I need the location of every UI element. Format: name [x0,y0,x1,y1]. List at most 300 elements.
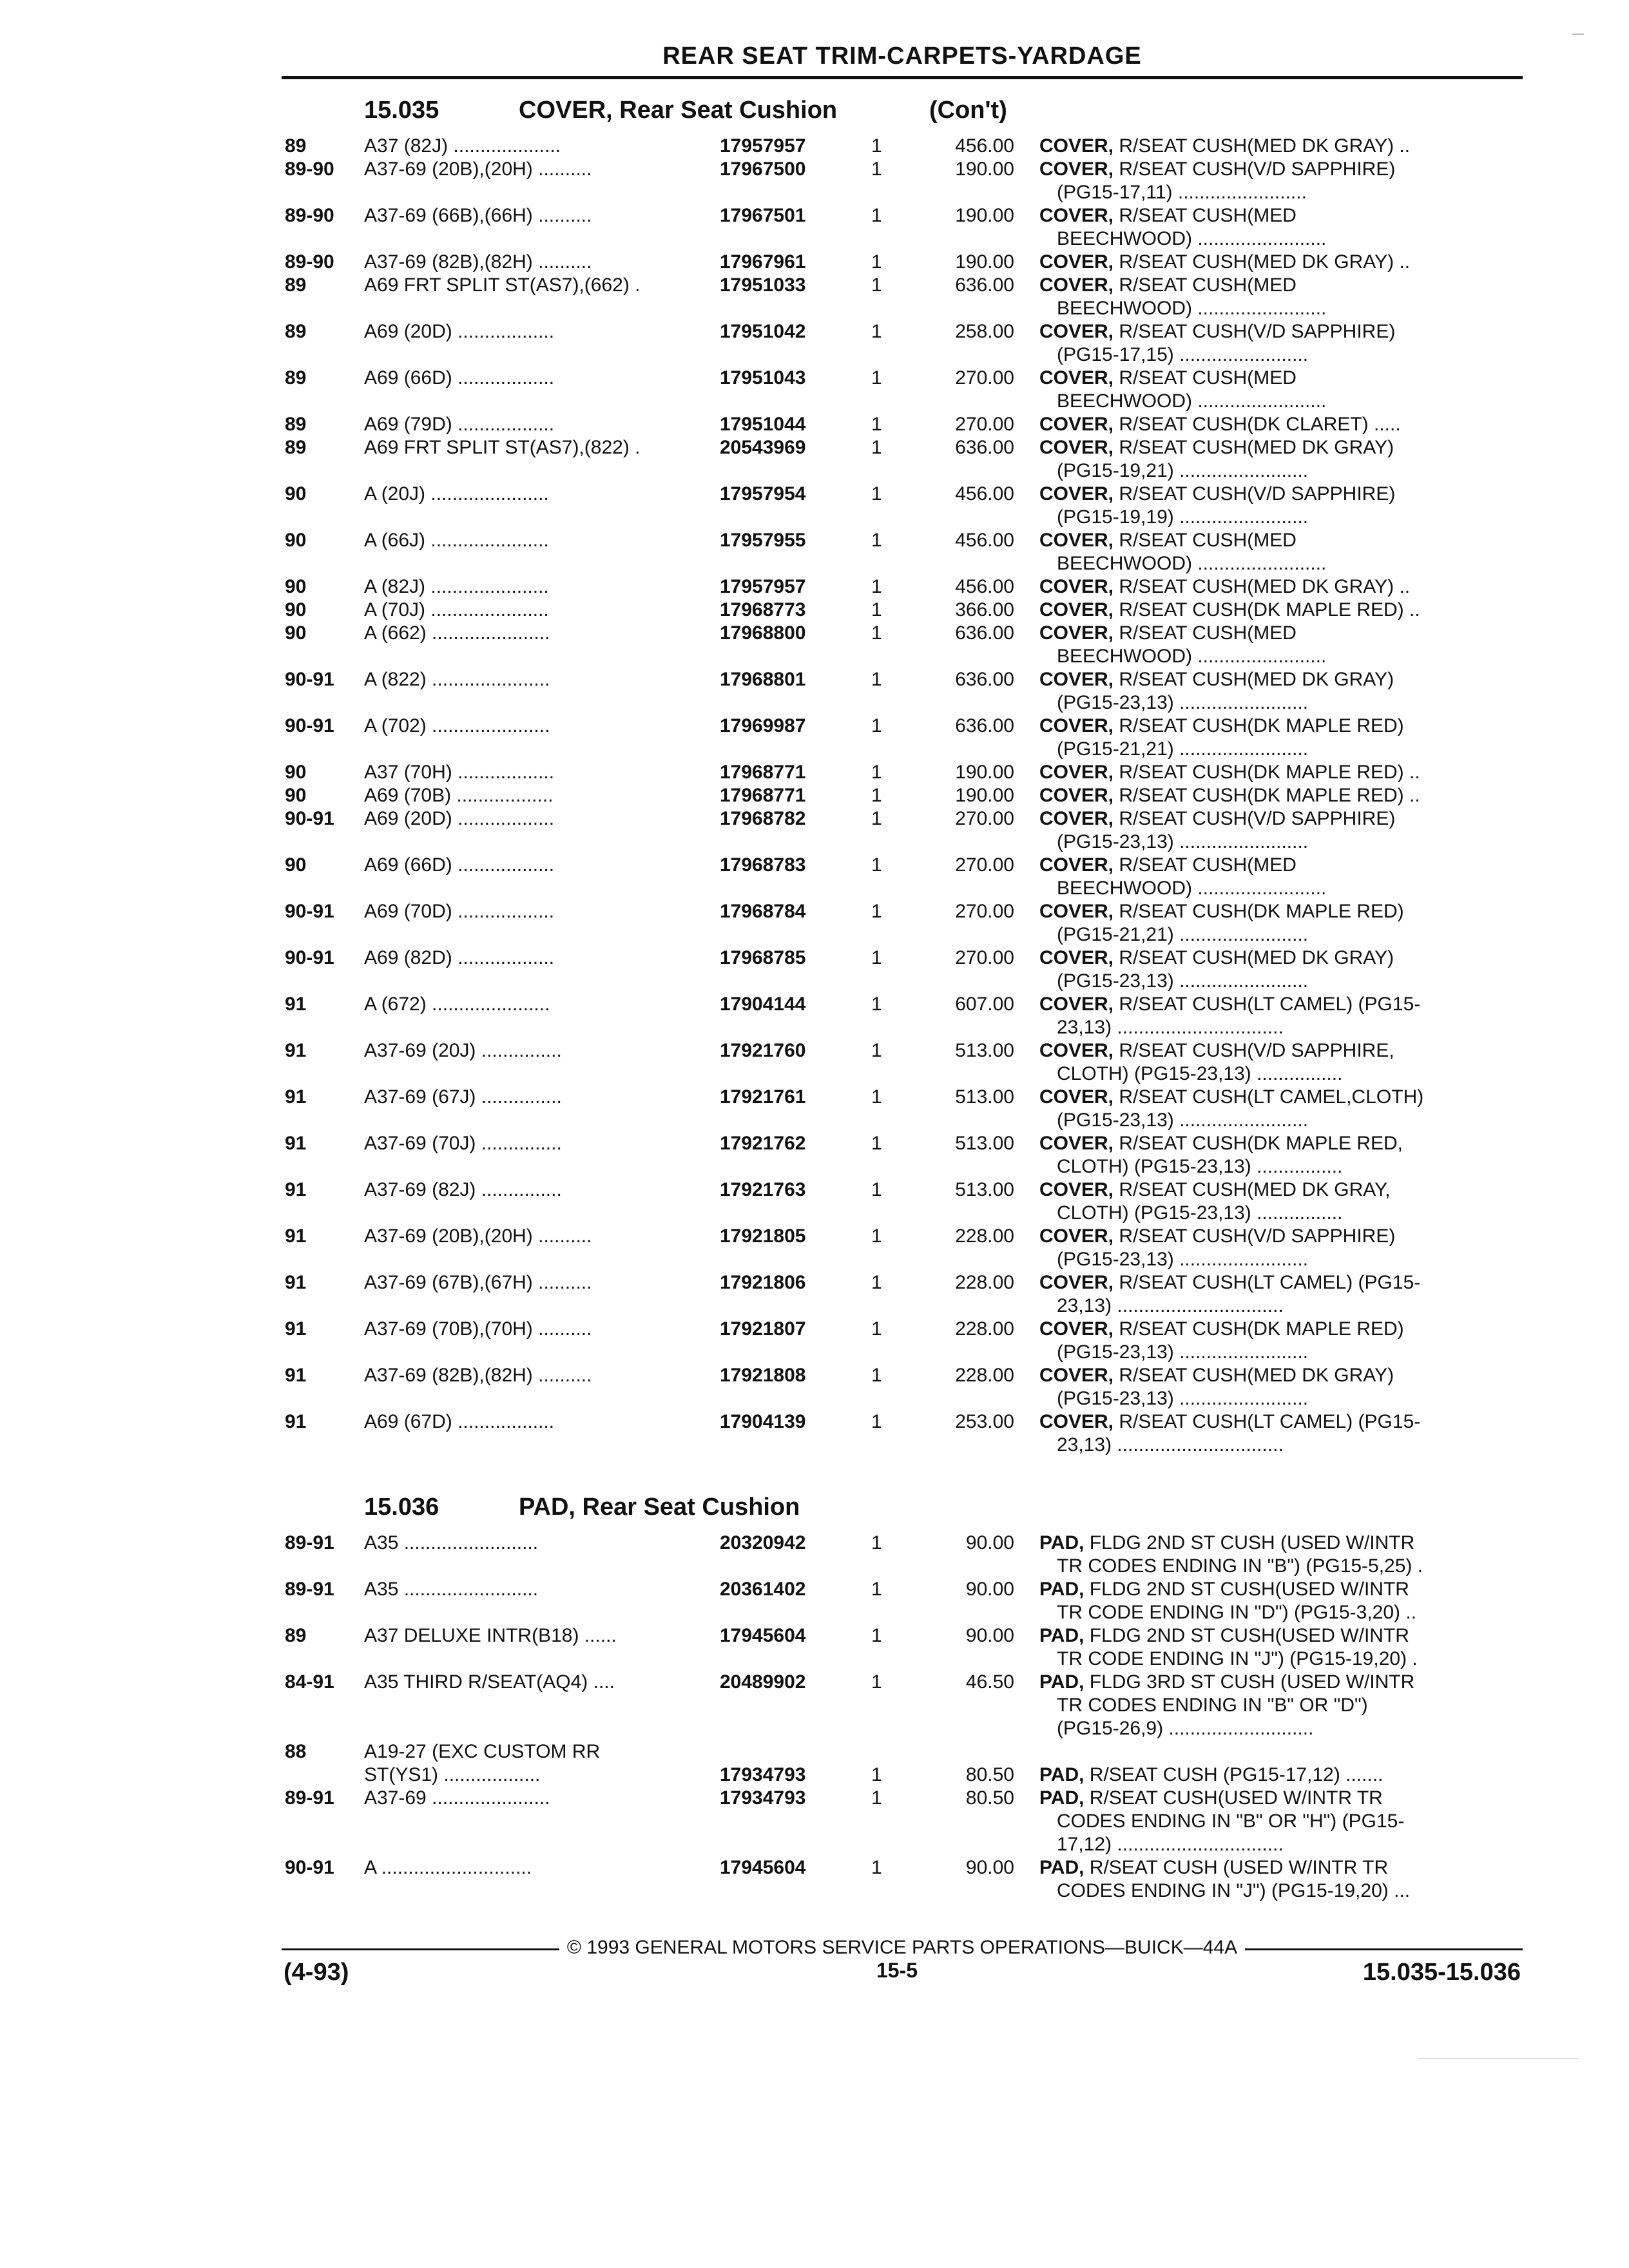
row-line [0,1879,1629,1903]
part-number: 17951044 [720,414,806,435]
description: COVER, R/SEAT CUSH(MED [1039,274,1296,296]
item-keyword: COVER, [1039,762,1114,783]
part-number: 17968782 [720,808,806,829]
row-line [0,250,1629,274]
table-row [0,1856,1629,1902]
description-continued: (PG15-23,13) ........................ [1057,1341,1309,1363]
part-number: 17951043 [720,367,806,389]
description-continued: (PG15-21,21) ........................ [1057,738,1309,760]
table-row [0,482,1629,528]
item-keyword: COVER, [1039,785,1114,806]
row-line [0,1155,1629,1178]
row-line [0,273,1629,297]
row-line [0,1201,1629,1225]
model-code: A37-69 (20B),(20H) .......... [364,1225,592,1247]
model-year: 91 [285,1411,307,1432]
part-number: 17921763 [720,1179,806,1200]
row-line [0,1015,1629,1039]
model-year: 90-91 [285,715,334,736]
model-code: A37-69 (20J) ............... [364,1040,562,1061]
quantity: 1 [871,321,882,342]
row-line [0,1670,1629,1694]
item-keyword: PAD, [1039,1764,1084,1785]
description-continued: BEECHWOOD) ........................ [1057,878,1327,899]
model-code: A37-69 (70J) ............... [364,1133,562,1154]
description: COVER, R/SEAT CUSH(LT CAMEL,CLOTH) [1039,1086,1424,1108]
price: 228.00 [955,1272,1014,1293]
item-keyword: PAD, [1039,1787,1084,1809]
table-row [0,1131,1629,1178]
table-row [0,134,1629,157]
row-line [0,1387,1629,1410]
item-keyword: COVER, [1039,205,1114,226]
footer-copyright [284,1937,1521,1959]
price: 228.00 [955,1318,1014,1340]
row-line [0,1178,1629,1202]
part-number: 17968771 [720,762,806,783]
model-year: 90 [285,622,307,644]
row-line [0,1340,1629,1364]
item-keyword: COVER, [1039,135,1114,157]
part-number: 20361402 [720,1579,806,1600]
model-code: A (702) ...................... [364,715,550,736]
item-keyword: PAD, [1039,1579,1084,1600]
description-continued: BEECHWOOD) ........................ [1057,390,1327,412]
item-keyword: COVER, [1039,251,1114,273]
model-code: A35 ......................... [364,1532,539,1553]
quantity: 1 [871,205,882,226]
row-line [0,737,1629,761]
row-line [0,227,1629,251]
model-code: A35 ......................... [364,1579,539,1600]
description: COVER, R/SEAT CUSH(DK MAPLE RED) [1039,901,1404,922]
model-code: A37 (82J) .................... [364,135,561,157]
row-line [0,1294,1629,1318]
price: 190.00 [955,205,1014,226]
description-continued: (PG15-17,15) ........................ [1057,344,1309,365]
part-number: 17967500 [720,159,806,180]
model-code: A69 FRT SPLIT ST(AS7),(822) . [364,437,641,458]
part-number: 17921807 [720,1318,806,1340]
description: COVER, R/SEAT CUSH(MED DK GRAY) .. [1039,251,1411,273]
price: 90.00 [965,1625,1014,1646]
description-continued: (PG15-19,21) ........................ [1057,460,1309,481]
row-line [0,923,1629,947]
part-number: 17957957 [720,135,806,157]
price: 190.00 [955,762,1014,783]
price: 190.00 [955,159,1014,180]
part-number: 17968784 [720,901,806,922]
row-line [0,899,1629,923]
table-row [0,1740,1629,1763]
quantity: 1 [871,854,882,876]
description-continued: 23,13) ............................... [1057,1434,1284,1456]
quantity: 1 [871,785,882,806]
row-line [0,1554,1629,1578]
part-number: 17945604 [720,1857,806,1878]
quantity: 1 [871,622,882,644]
quantity: 1 [871,274,882,296]
part-number: 17951033 [720,274,806,296]
part-number: 17921760 [720,1040,806,1061]
price: 513.00 [955,1179,1014,1200]
table-row [0,204,1629,250]
model-code: A69 (70B) .................. [364,785,554,806]
description: COVER, R/SEAT CUSH(DK MAPLE RED) .. [1039,762,1420,783]
model-year: 84-91 [285,1671,334,1693]
model-year: 89 [285,1625,307,1646]
row-line [0,830,1629,854]
model-code: A (82J) ...................... [364,576,549,597]
description: PAD, FLDG 2ND ST CUSH (USED W/INTR [1039,1532,1415,1553]
description: COVER, R/SEAT CUSH(MED DK GRAY, [1039,1179,1391,1200]
quantity: 1 [871,1040,882,1061]
quantity: 1 [871,530,882,551]
model-year: 89 [285,437,307,458]
table-row [0,366,1629,412]
part-number: 17968771 [720,785,806,806]
quantity: 1 [871,599,882,620]
quantity: 1 [871,1764,882,1785]
row-line [0,876,1629,900]
row-line [0,412,1629,436]
quantity: 1 [871,135,882,157]
description-continued: (PG15-23,13) ........................ [1057,1110,1309,1131]
row-line [0,992,1629,1016]
price: 270.00 [955,367,1014,389]
description: COVER, R/SEAT CUSH(MED [1039,622,1296,644]
price: 270.00 [955,901,1014,922]
quantity: 1 [871,1671,882,1693]
row-line [0,1600,1629,1624]
part-number: 17957957 [720,576,806,597]
table-row [0,1317,1629,1363]
row-line [0,1317,1629,1341]
model-code: A37-69 (82B),(82H) .......... [364,1365,592,1386]
part-number: 17904139 [720,1411,806,1432]
description: COVER, R/SEAT CUSH(DK MAPLE RED) [1039,1318,1404,1340]
row-line [0,389,1629,413]
part-number: 17921806 [720,1272,806,1293]
description: COVER, R/SEAT CUSH(V/D SAPPHIRE) [1039,483,1396,505]
price: 90.00 [965,1579,1014,1600]
row-line [0,1531,1629,1555]
model-code: A37-69 ...................... [364,1787,550,1809]
part-number: 17945604 [720,1625,806,1646]
row-line [0,482,1629,506]
row-line [0,760,1629,784]
table-row [0,668,1629,714]
price: 456.00 [955,576,1014,597]
item-keyword: COVER, [1039,994,1114,1015]
row-line [0,1786,1629,1810]
row-line [0,644,1629,668]
model-year: 91 [285,1365,307,1386]
row-line [0,1716,1629,1740]
model-year: 89 [285,414,307,435]
row-line [0,1624,1629,1648]
model-year: 90 [285,530,307,551]
table-row [0,575,1629,598]
table-row [0,412,1629,436]
row-line [0,180,1629,204]
model-code: A69 (20D) .................. [364,321,555,342]
model-code: ST(YS1) .................. [364,1764,541,1785]
table-row [0,714,1629,760]
quantity: 1 [871,576,882,597]
description: COVER, R/SEAT CUSH(MED [1039,367,1296,389]
row-line [0,343,1629,367]
quantity: 1 [871,1272,882,1293]
item-keyword: PAD, [1039,1857,1084,1878]
row-line [0,1763,1629,1787]
header-rule [282,76,1523,79]
model-code: A37-69 (82J) ............... [364,1179,562,1200]
quantity: 1 [871,1787,882,1809]
description-continued: 23,13) ............................... [1057,1295,1284,1316]
part-number: 17934793 [720,1764,806,1785]
model-year: 90 [285,854,307,876]
item-keyword: COVER, [1039,947,1114,968]
model-year: 89-90 [285,205,334,226]
description: COVER, R/SEAT CUSH(DK MAPLE RED) .. [1039,785,1420,806]
quantity: 1 [871,1225,882,1247]
price: 270.00 [955,414,1014,435]
model-year: 91 [285,1272,307,1293]
part-number: 17921762 [720,1133,806,1154]
model-code: A (672) ...................... [364,994,550,1015]
table-row [0,1039,1629,1085]
price: 456.00 [955,135,1014,157]
description: COVER, R/SEAT CUSH(MED DK GRAY) [1039,437,1394,458]
item-keyword: COVER, [1039,901,1114,922]
description-continued: BEECHWOOD) ........................ [1057,228,1327,249]
table-row [0,1577,1629,1624]
table-row [0,250,1629,273]
table-row [0,621,1629,668]
item-keyword: COVER, [1039,1133,1114,1154]
part-number: 17951042 [720,321,806,342]
row-line [0,1247,1629,1271]
quantity: 1 [871,1365,882,1386]
row-line [0,366,1629,390]
model-code: A69 (66D) .................. [364,854,555,876]
model-code: A69 (70D) .................. [364,901,555,922]
price: 80.50 [965,1787,1014,1809]
price: 190.00 [955,251,1014,273]
price: 90.00 [965,1532,1014,1553]
row-line [0,1410,1629,1434]
model-year: 91 [285,1225,307,1247]
model-code: A69 (79D) .................. [364,414,555,435]
description: PAD, FLDG 2ND ST CUSH(USED W/INTR [1039,1625,1409,1646]
quantity: 1 [871,437,882,458]
description-continued: TR CODE ENDING IN "J") (PG15-19,20) . [1057,1648,1418,1669]
quantity: 1 [871,1133,882,1154]
item-keyword: COVER, [1039,1179,1114,1200]
price: 253.00 [955,1411,1014,1432]
price: 270.00 [955,947,1014,968]
item-keyword: COVER, [1039,483,1114,505]
description-continued: (PG15-23,13) ........................ [1057,831,1309,852]
row-line [0,1433,1629,1457]
table-row [0,1786,1629,1856]
description-continued: (PG15-23,13) ........................ [1057,692,1309,713]
row-line [0,459,1629,483]
table-row [0,1670,1629,1740]
model-year: 91 [285,1179,307,1200]
model-year: 90 [285,576,307,597]
quantity: 1 [871,414,882,435]
model-year: 89 [285,321,307,342]
row-line [0,969,1629,993]
quantity: 1 [871,483,882,505]
row-line [0,1832,1629,1856]
part-number: 17968785 [720,947,806,968]
table-row [0,320,1629,366]
part-number: 17968773 [720,599,806,620]
description-continued: TR CODE ENDING IN "D") (PG15-3,20) .. [1057,1602,1417,1623]
table-row [0,528,1629,575]
item-keyword: COVER, [1039,437,1114,458]
price: 636.00 [955,437,1014,458]
description: COVER, R/SEAT CUSH(LT CAMEL) (PG15- [1039,994,1421,1015]
row-line [0,505,1629,529]
price: 636.00 [955,669,1014,690]
row-line [0,1108,1629,1132]
quantity: 1 [871,994,882,1015]
model-year: 91 [285,1133,307,1154]
description: PAD, FLDG 2ND ST CUSH(USED W/INTR [1039,1579,1409,1600]
row-line [0,1809,1629,1833]
model-code: A ............................ [364,1857,532,1878]
description: COVER, R/SEAT CUSH(V/D SAPPHIRE) [1039,1225,1396,1247]
price: 228.00 [955,1365,1014,1386]
description-continued: CODES ENDING IN "J") (PG15-19,20) ... [1057,1880,1411,1901]
row-line [0,783,1629,807]
part-number: 17934793 [720,1787,806,1809]
description: COVER, R/SEAT CUSH(V/D SAPPHIRE) [1039,321,1396,342]
item-keyword: COVER, [1039,367,1114,389]
model-code: A (70J) ...................... [364,599,549,620]
table-row [0,760,1629,783]
description: COVER, R/SEAT CUSH(V/D SAPPHIRE) [1039,159,1396,180]
price: 513.00 [955,1086,1014,1108]
description: COVER, R/SEAT CUSH(DK MAPLE RED) .. [1039,599,1420,620]
row-line [0,157,1629,181]
scan-mark [1572,34,1584,35]
description: COVER, R/SEAT CUSH(LT CAMEL) (PG15- [1039,1411,1421,1432]
description-continued: (PG15-21,21) ........................ [1057,924,1309,945]
price: 636.00 [955,274,1014,296]
row-line [0,807,1629,831]
table-row [0,1178,1629,1224]
quantity: 1 [871,1857,882,1878]
description: COVER, R/SEAT CUSH(DK MAPLE RED, [1039,1133,1403,1154]
price: 46.50 [965,1671,1014,1693]
section-continued: (Con't) [929,97,1007,124]
item-keyword: PAD, [1039,1671,1084,1693]
model-code: A69 (67D) .................. [364,1411,555,1432]
description-continued: TR CODES ENDING IN "B") (PG15-5,25) . [1057,1555,1423,1577]
part-number: 17957954 [720,483,806,505]
quantity: 1 [871,762,882,783]
row-line [0,853,1629,877]
description: COVER, R/SEAT CUSH(MED DK GRAY) [1039,1365,1394,1386]
part-number: 17968783 [720,854,806,876]
model-year: 90-91 [285,947,334,968]
footer-page-number: 15-5 [876,1959,918,1982]
part-number: 17921808 [720,1365,806,1386]
model-code: A (66J) ...................... [364,530,549,551]
description: COVER, R/SEAT CUSH(MED DK GRAY) .. [1039,135,1411,157]
row-line [0,946,1629,970]
section-name: COVER, Rear Seat Cushion [519,97,838,124]
model-code: A (662) ...................... [364,622,550,644]
model-year: 89 [285,367,307,389]
quantity: 1 [871,1318,882,1340]
model-year: 89 [285,274,307,296]
item-keyword: COVER, [1039,808,1114,829]
row-line [0,1271,1629,1294]
row-line [0,714,1629,738]
description: PAD, R/SEAT CUSH(USED W/INTR TR [1039,1787,1383,1809]
part-number: 17967501 [720,205,806,226]
price: 270.00 [955,808,1014,829]
price: 190.00 [955,785,1014,806]
model-code: A69 (66D) .................. [364,367,555,389]
row-line [0,1647,1629,1671]
item-keyword: COVER, [1039,1411,1114,1432]
footer-section-range: 15.035-15.036 [1362,1959,1521,1986]
quantity: 1 [871,901,882,922]
table-row [0,899,1629,946]
model-code: A69 FRT SPLIT ST(AS7),(662) . [364,274,641,296]
table-row [0,1224,1629,1271]
description-continued: (PG15-19,19) ........................ [1057,506,1309,528]
quantity: 1 [871,1579,882,1600]
part-number: 20489902 [720,1671,806,1693]
description-continued: CLOTH) (PG15-23,13) ................ [1057,1063,1343,1084]
table-row [0,807,1629,853]
model-code: A37-69 (20B),(20H) .......... [364,159,592,180]
model-year: 88 [285,1741,307,1762]
item-keyword: COVER, [1039,414,1114,435]
copyright-text: © 1993 GENERAL MOTORS SERVICE PARTS OPERATIONS—BUICK—44A [559,1937,1245,1958]
description-continued: (PG15-23,13) ........................ [1057,1388,1309,1409]
item-keyword: COVER, [1039,1272,1114,1293]
price: 636.00 [955,715,1014,736]
description: COVER, R/SEAT CUSH(MED DK GRAY) [1039,947,1394,968]
model-year: 90 [285,762,307,783]
price: 90.00 [965,1857,1014,1878]
table-row [0,1410,1629,1456]
model-code: A35 THIRD R/SEAT(AQ4) .... [364,1671,615,1693]
model-year: 91 [285,1040,307,1061]
item-keyword: COVER, [1039,1086,1114,1108]
row-line [0,1577,1629,1601]
part-number: 17968801 [720,669,806,690]
item-keyword: PAD, [1039,1532,1084,1553]
model-year: 89-91 [285,1787,334,1809]
item-keyword: COVER, [1039,622,1114,644]
description: COVER, R/SEAT CUSH(V/D SAPPHIRE, [1039,1040,1394,1061]
row-line [0,1363,1629,1387]
price: 228.00 [955,1225,1014,1247]
item-keyword: COVER, [1039,1365,1114,1386]
model-year: 90-91 [285,808,334,829]
description-continued: (PG15-23,13) ........................ [1057,1249,1309,1270]
